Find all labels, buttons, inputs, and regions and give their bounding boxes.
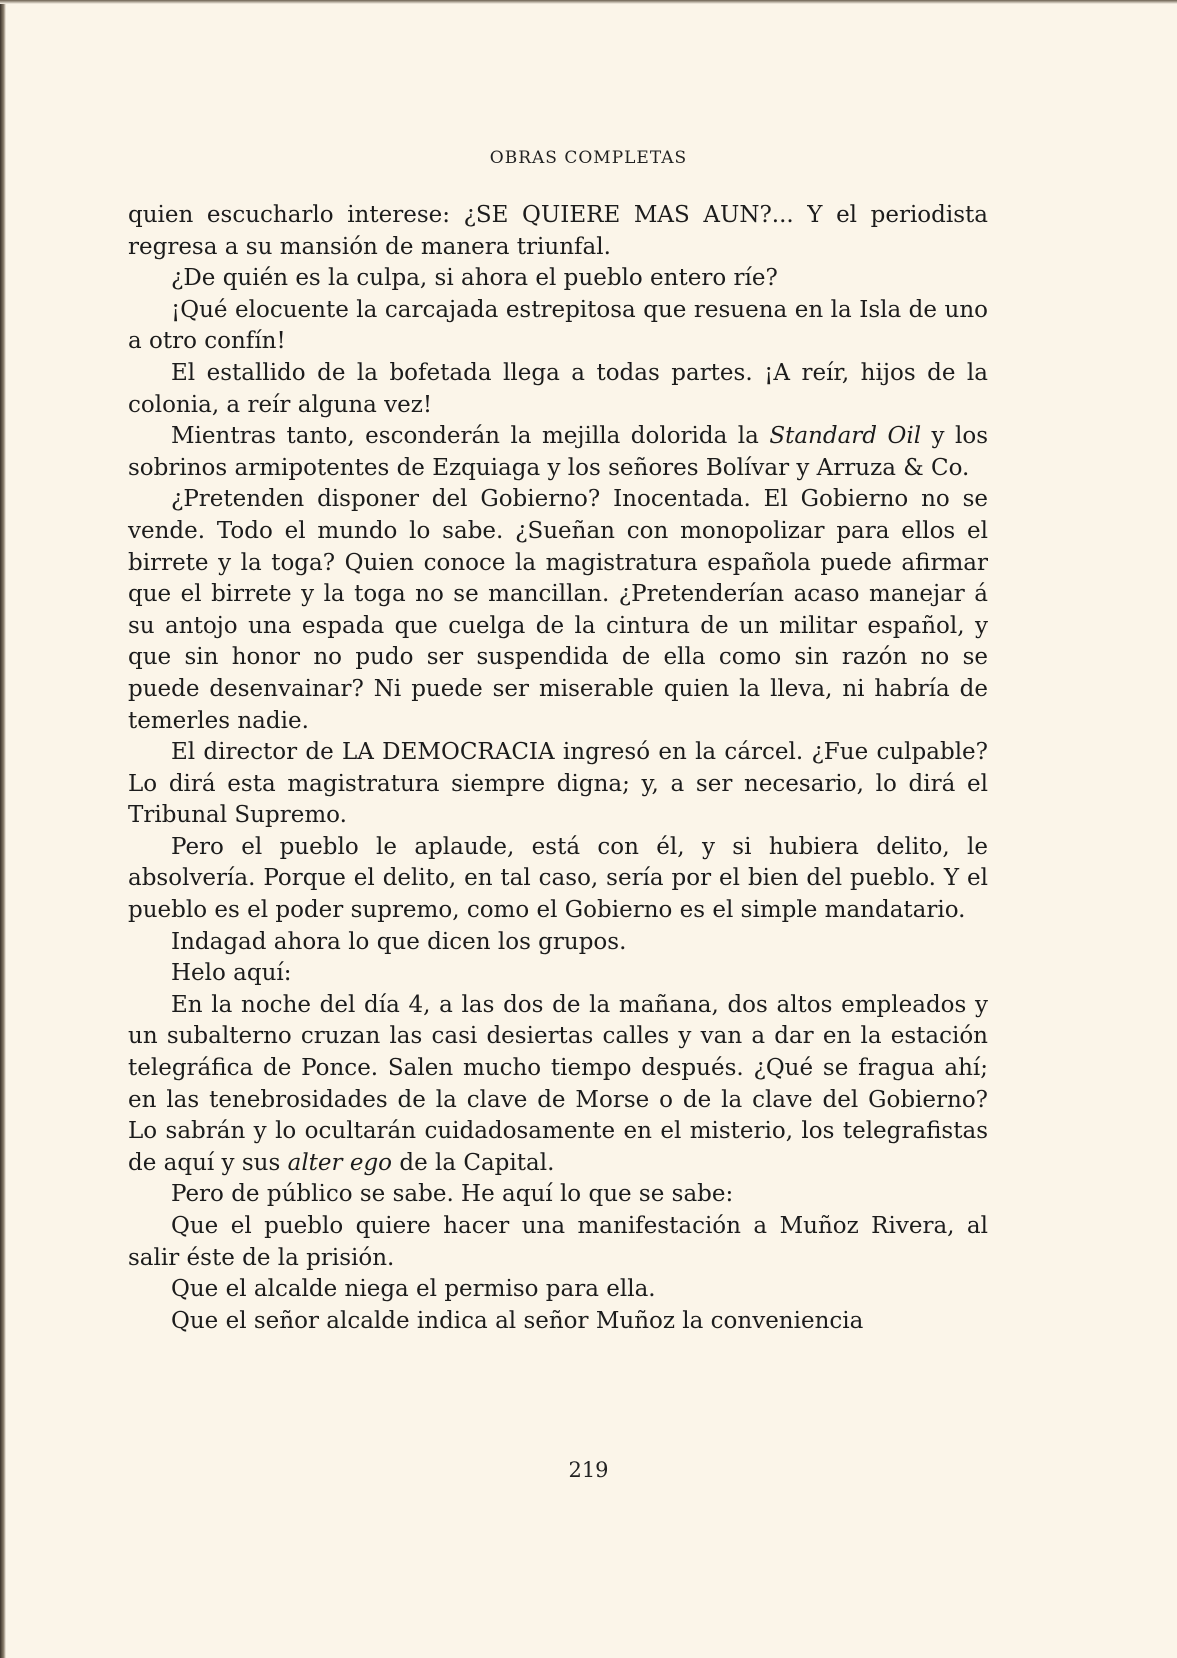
paragraph: ¿De quién es la culpa, si ahora el pueblo entero ríe? bbox=[171, 265, 778, 292]
torn-left-edge bbox=[0, 0, 6, 1658]
page-top-edge bbox=[0, 0, 1177, 4]
paragraph: Pero de público se sabe. He aquí lo que se sabe: bbox=[171, 1181, 734, 1208]
paragraph: ¡Qué elocuente la carcajada estrepitosa que resuena en la Isla de uno a otro confín! bbox=[128, 296, 988, 355]
body-text bbox=[128, 200, 988, 1337]
italic-alter-ego: alter ego bbox=[287, 1149, 393, 1176]
text-run: de la Capital. bbox=[392, 1149, 555, 1176]
paragraph: Que el alcalde niega el permiso para ella. bbox=[171, 1276, 656, 1303]
paragraph-continued: quien escucharlo interese: ¿SE QUIERE MAS AUN?... Y el periodista regresa a su mansión de manera triunfal. bbox=[128, 202, 988, 260]
paragraph-telegraph bbox=[128, 990, 988, 1180]
italic-company-name: Standard Oil bbox=[769, 423, 922, 450]
paragraph: Indagad ahora lo que dicen los grupos. bbox=[171, 928, 627, 955]
text-run: En la noche del día 4, a las dos de la mañana, dos altos empleados y un subalterno cruzan las casi desiertas calles y van a dar en la estación telegráfica de Ponce. Salen mucho tiempo después. ¿Qué se fragua ahí; en las tenebrosidades de la clave de Morse o de la clave del Gobierno? Lo sabrán y lo ocultarán cuidadosamente en el misterio, los telegrafistas de aquí y sus bbox=[128, 991, 988, 1176]
text-run: y los sobrinos armipotentes de Ezquiaga y los señores Bolívar y Arruza & Co. bbox=[128, 423, 988, 481]
paragraph-standard-oil bbox=[128, 421, 988, 484]
paragraph: Pero el pueblo le aplaude, está con él, y si hubiera delito, le absolvería. Porque el delito, en tal caso, sería por el bien del pueblo. Y el pueblo es el poder supremo, como el Gobierno es el simple mandatario. bbox=[128, 833, 988, 924]
paragraph: Helo aquí: bbox=[171, 960, 292, 987]
paragraph: Que el señor alcalde indica al señor Muñoz la conveniencia bbox=[171, 1307, 864, 1334]
running-header: OBRAS COMPLETAS bbox=[489, 148, 688, 168]
paragraph: El director de LA DEMOCRACIA ingresó en la cárcel. ¿Fue culpable? Lo dirá esta magistratura siempre digna; y, a ser necesario, lo dirá el Tribunal Supremo. bbox=[128, 739, 988, 829]
text-run: Mientras tanto, esconderán la mejilla dolorida la bbox=[171, 423, 770, 450]
paragraph: ¿Pretenden disponer del Gobierno? Inocentada. El Gobierno no se vende. Todo el mundo lo sabe. ¿Sueñan con monopolizar para ellos el birrete y la toga? Quien conoce la magistratura española puede afirmar que el birrete y la toga no se mancillan. ¿Pretenderían acaso manejar á su antojo una espada que cuelga de la cintura de un militar español, y que sin honor no pudo ser suspendida de ella como sin razón no se puede desenvainar? Ni puede ser miserable quien la lleva, ni habría de temerles nadie. bbox=[128, 486, 988, 734]
paragraph: El estallido de la bofetada llega a todas partes. ¡A reír, hijos de la colonia, a reír alguna vez! bbox=[128, 359, 988, 418]
paragraph: Que el pueblo quiere hacer una manifestación a Muñoz Rivera, al salir éste de la prisión. bbox=[128, 1213, 988, 1271]
page-number: 219 bbox=[568, 1458, 609, 1482]
